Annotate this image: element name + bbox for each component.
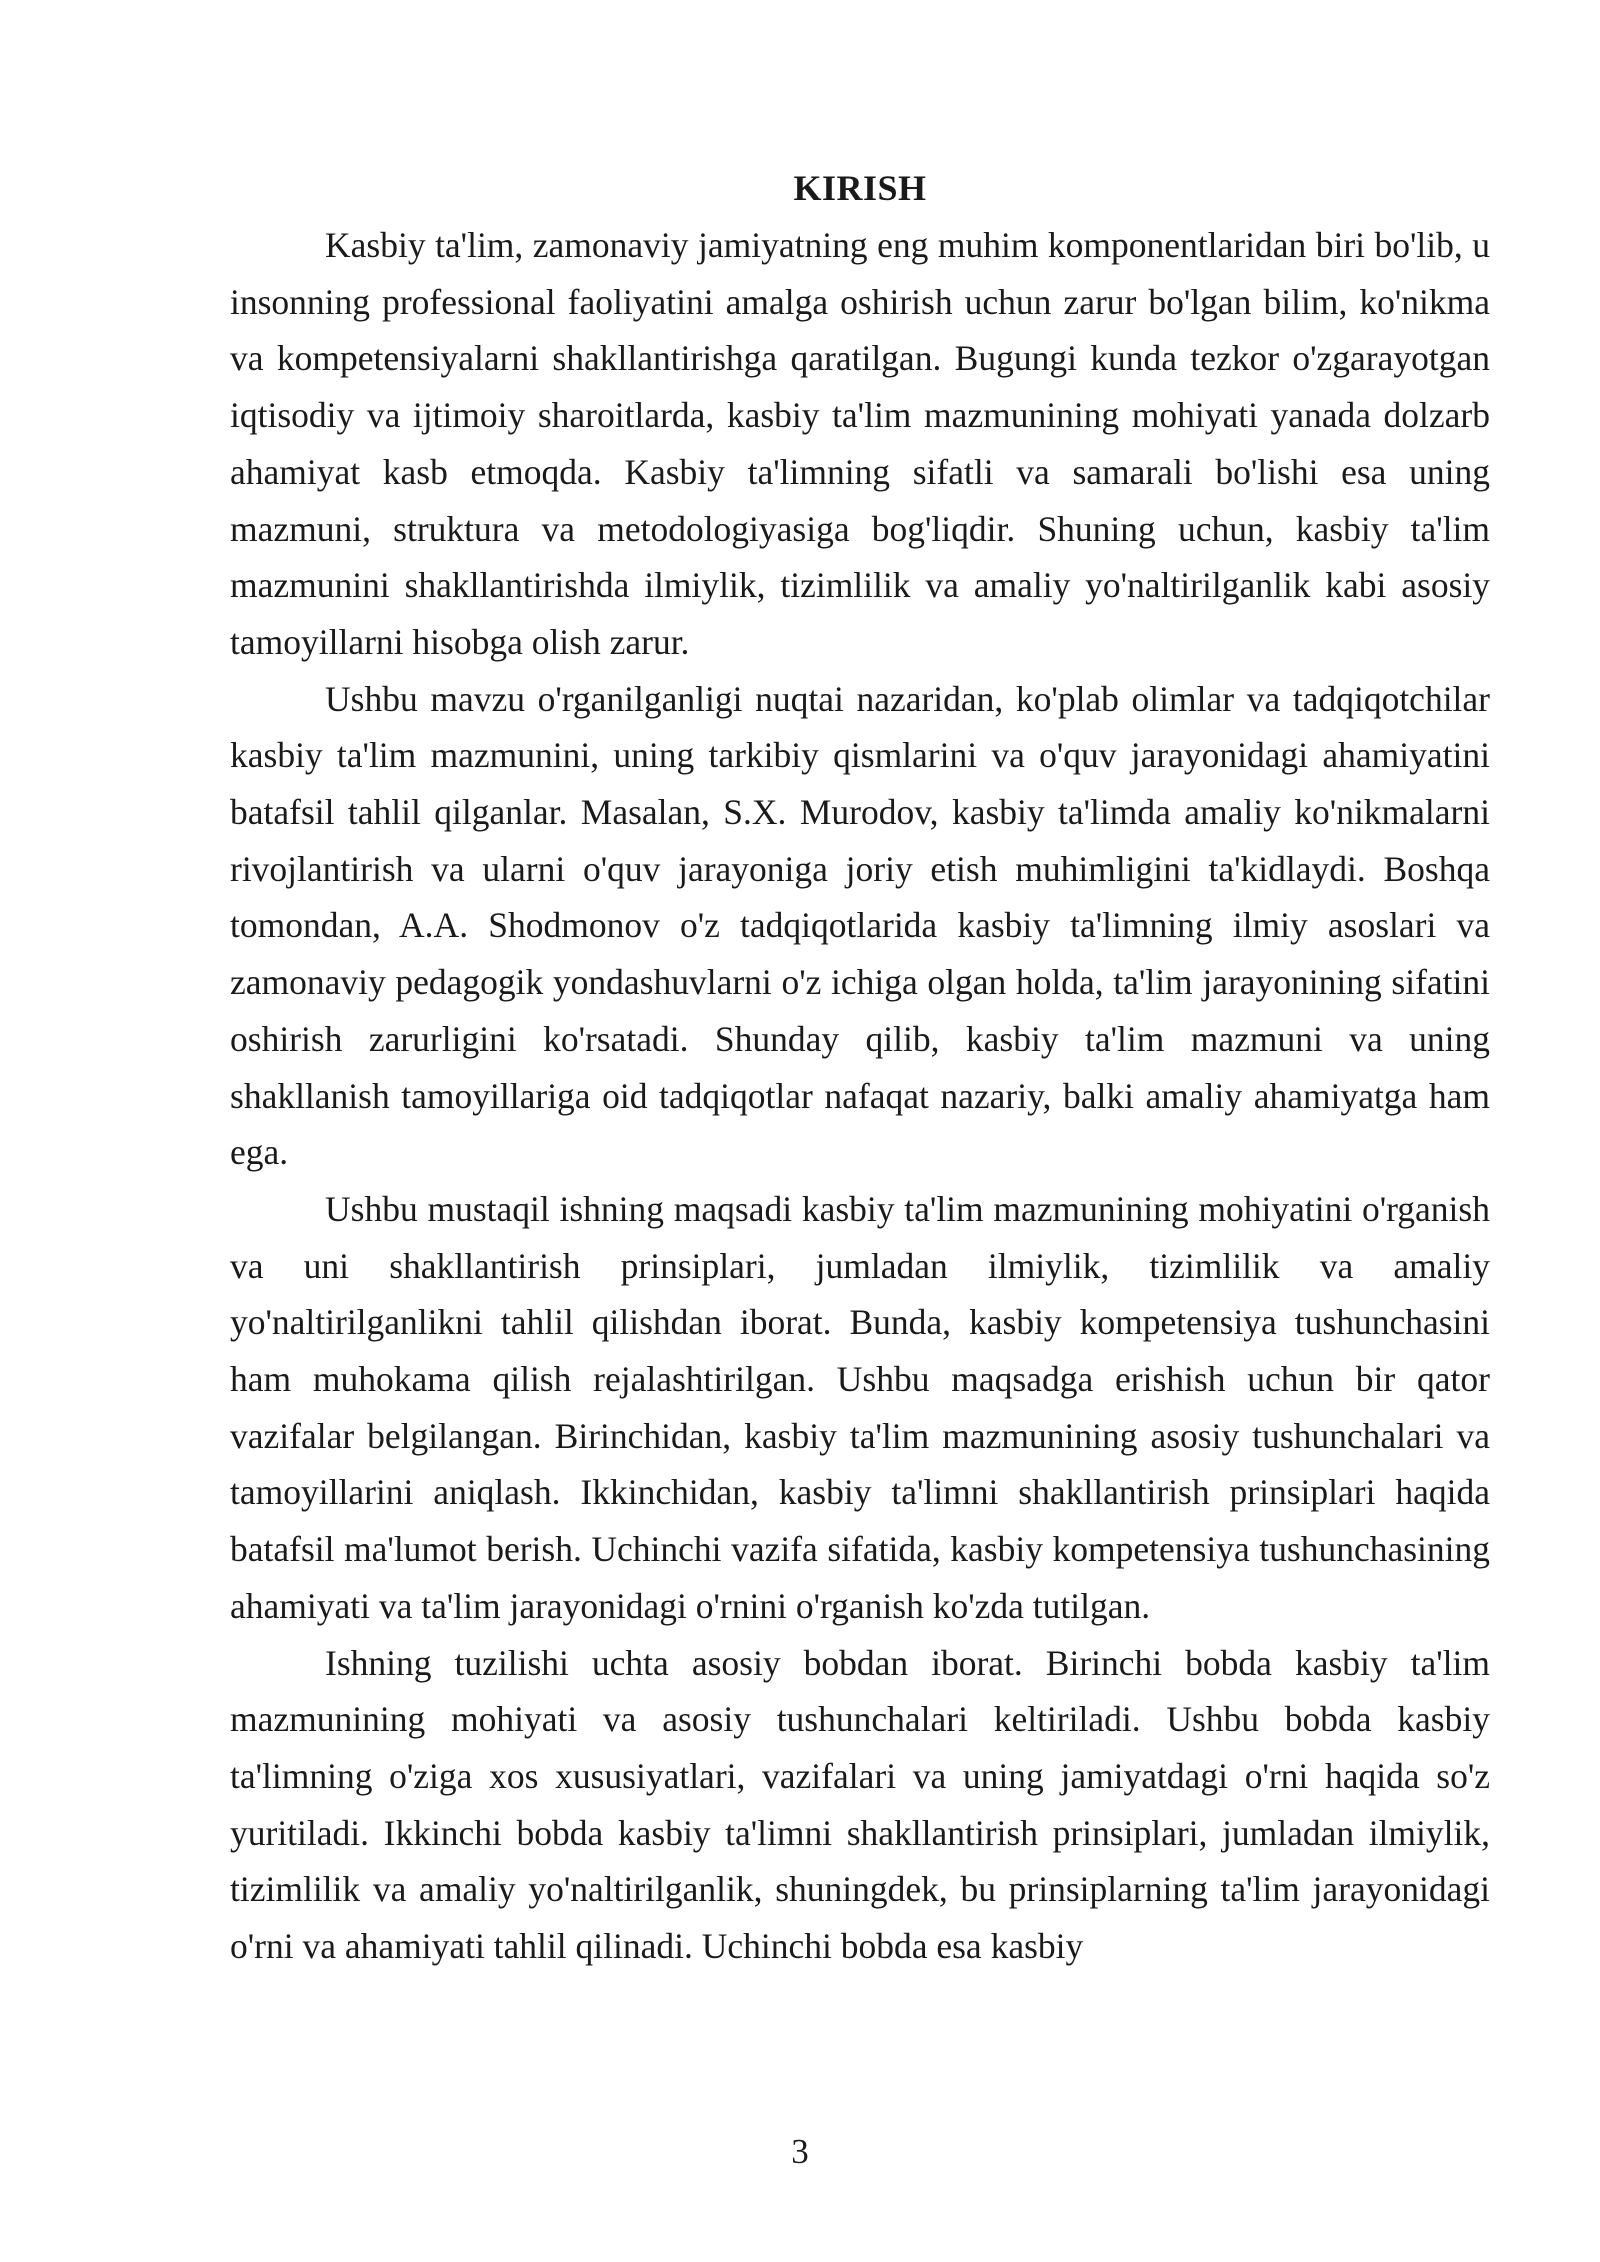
page-number: 3 bbox=[791, 2132, 809, 2171]
page-content bbox=[230, 160, 1490, 1975]
paragraph-literature: Ushbu mavzu o'rganilganligi nuqtai nazaridan, ko'plab olimlar va tadqiqotchilar kasbiy ta'lim mazmunini, uning tarkibiy qismlarini va o'quv jarayonidagi ahamiyatini batafsil tahlil qilganlar. Masalan, S.X. Murodov, kasbiy ta'limda amaliy ko'nikmalarni rivojlantirish va ularni o'quv jarayoniga joriy etish muhimligini ta'kidlaydi. Boshqa tomondan, A.A. Shodmonov o'z tadqiqotlarida kasbiy ta'limning ilmiy asoslari va zamonaviy pedagogik yondashuvlarni o'z ichiga olgan holda, ta'lim jarayonining sifatini oshirish zarurligini ko'rsatadi. Shunday qilib, kasbiy ta'lim mazmuni va uning shakllanish tamoyillariga oid tadqiqotlar nafaqat nazariy, balki amaliy ahamiyatga ham ega. bbox=[230, 678, 1490, 1173]
paragraph-aims: Ushbu mustaqil ishning maqsadi kasbiy ta'lim mazmunining mohiyatini o'rganish va uni shakllantirish prinsiplari, jumladan ilmiylik, tizimlilik va amaliy yo'naltirilganlikni tahlil qilishdan iborat. Bunda, kasbiy kompetensiya tushunchasini ham muhokama qilish rejalashtirilgan. Ushbu maqsadga erishish uchun bir qator vazifalar belgilangan. Birinchidan, kasbiy ta'lim mazmunining asosiy tushunchalari va tamoyillarini aniqlash. Ikkinchidan, kasbiy ta'limni shakllantirish prinsiplari haqida batafsil ma'lumot berish. Uchinchi vazifa sifatida, kasbiy kompetensiya tushunchasining ahamiyati va ta'lim jarayonidagi o'rnini o'rganish ko'zda tutilgan. bbox=[230, 1188, 1490, 1626]
paragraph-intro: Kasbiy ta'lim, zamonaviy jamiyatning eng muhim komponentlaridan biri bo'lib, u insonning professional faoliyatini amalga oshirish uchun zarur bo'lgan bilim, ko'nikma va kompetensiyalarni shakllantirishga qaratilgan. Bugungi kunda tezkor o'zgarayotgan iqtisodiy va ijtimoiy sharoitlarda, kasbiy ta'lim mazmunining mohiyati yanada dolzarb ahamiyat kasb etmoqda. Kasbiy ta'limning sifatli va samarali bo'lishi esa uning mazmuni, struktura va metodologiyasiga bog'liqdir. Shuning uchun, kasbiy ta'lim mazmunini shakllantirishda ilmiylik, tizimlilik va amaliy yo'naltirilganlik kabi asosiy tamoyillarni hisobga olish zarur. bbox=[230, 225, 1490, 662]
section-title: KIRISH bbox=[793, 168, 927, 208]
paragraph-structure: Ishning tuzilishi uchta asosiy bobdan iborat. Birinchi bobda kasbiy ta'lim mazmunining mohiyati va asosiy tushunchalari keltiriladi. Ushbu bobda kasbiy ta'limning o'ziga xos xususiyatlari, vazifalari va uning jamiyatdagi o'rni haqida so'z yuritiladi. Ikkinchi bobda kasbiy ta'limni shakllantirish prinsiplari, jumladan ilmiylik, tizimlilik va amaliy yo'naltirilganlik, shuningdek, bu prinsiplarning ta'lim jarayonidagi o'rni va ahamiyati tahlil qilinadi. Uchinchi bobda esa kasbiy bbox=[230, 1642, 1490, 1967]
